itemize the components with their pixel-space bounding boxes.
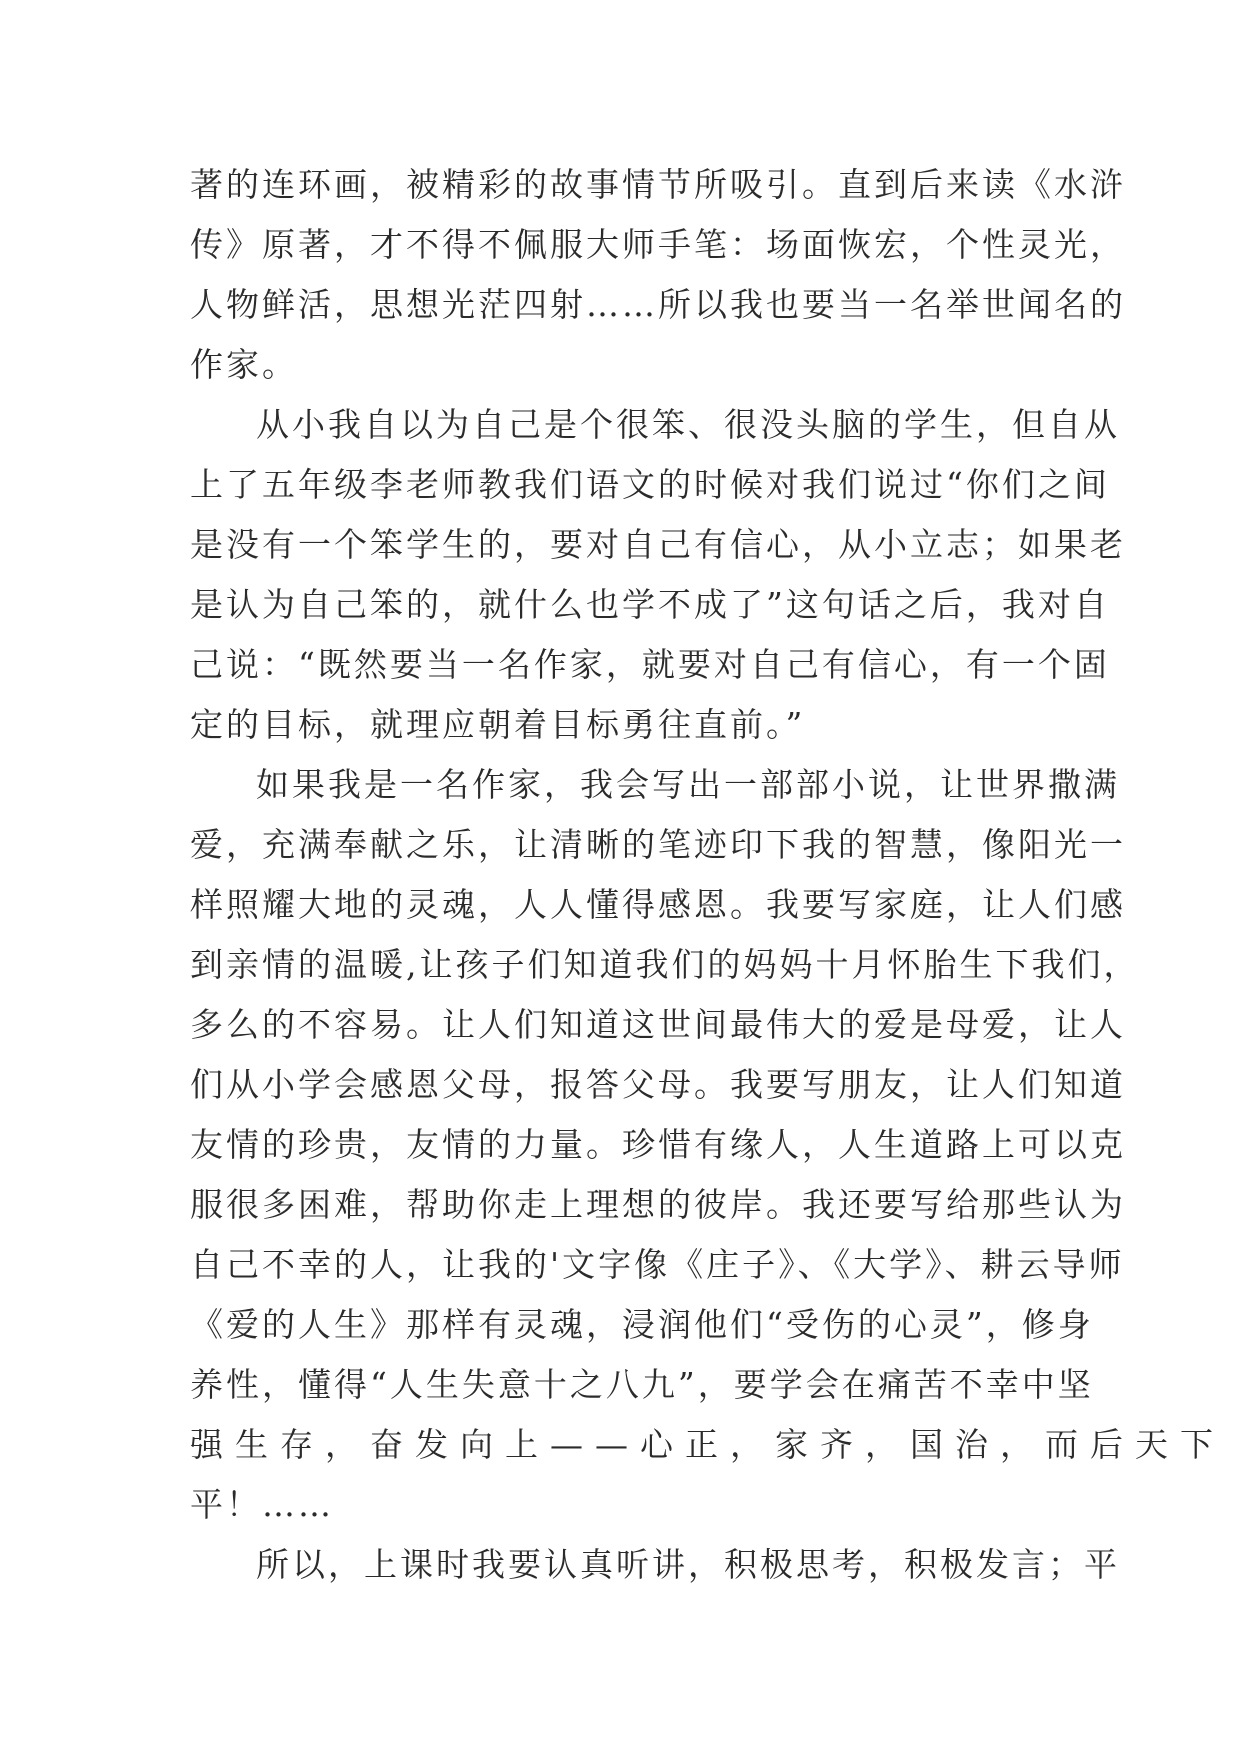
text-line: 是认为自己笨的，就什么也学不成了”这句话之后，我对自 bbox=[190, 585, 1110, 624]
text-line: 上了五年级李老师教我们语文的时候对我们说过“你们之间 bbox=[190, 465, 1110, 504]
text-line: 作家。 bbox=[190, 345, 298, 384]
text-line: 平！…… bbox=[190, 1485, 334, 1524]
text-line: 自己不幸的人，让我的'文字像《庄子》、《大学》、耕云导师 bbox=[190, 1245, 1125, 1284]
text-line: 友情的珍贵，友情的力量。珍惜有缘人，人生道路上可以克 bbox=[190, 1125, 1126, 1164]
text-line: 所以，上课时我要认真听讲，积极思考，积极发言；平 bbox=[256, 1545, 1120, 1584]
paragraph-2 bbox=[190, 395, 1126, 755]
text-line: 是没有一个笨学生的，要对自己有信心，从小立志；如果老 bbox=[190, 525, 1126, 564]
text-line: 人物鲜活，思想光茫四射……所以我也要当一名举世闻名的 bbox=[190, 285, 1126, 324]
text-line: 传》原著，才不得不佩服大师手笔：场面恢宏，个性灵光， bbox=[190, 225, 1126, 264]
paragraph-1 bbox=[190, 155, 1126, 395]
text-line: 己说：“既然要当一名作家，就要对自己有信心，有一个固 bbox=[190, 645, 1110, 684]
text-line: 多么的不容易。让人们知道这世间最伟大的爱是母爱，让人 bbox=[190, 1005, 1126, 1044]
text-line: 从小我自以为自己是个很笨、很没头脑的学生，但自从 bbox=[256, 405, 1120, 444]
text-line: 定的目标，就理应朝着目标勇往直前。” bbox=[190, 705, 806, 744]
text-line: 强生存，奋发向上——心正，家齐，国治，而后天下 bbox=[190, 1425, 1225, 1464]
text-line: 服很多困难，帮助你走上理想的彼岸。我还要写给那些认为 bbox=[190, 1185, 1126, 1224]
text-line: 们从小学会感恩父母，报答父母。我要写朋友，让人们知道 bbox=[190, 1065, 1126, 1104]
paragraph-4 bbox=[190, 1535, 1120, 1595]
text-line: 样照耀大地的灵魂，人人懂得感恩。我要写家庭，让人们感 bbox=[190, 885, 1126, 924]
text-line: 爱，充满奉献之乐，让清晰的笔迹印下我的智慧，像阳光一 bbox=[190, 825, 1126, 864]
text-line: 养性，懂得“人生失意十之八九”，要学会在痛苦不幸中坚 bbox=[190, 1365, 1094, 1404]
body-text bbox=[190, 155, 1225, 1595]
text-line: 《爱的人生》那样有灵魂，浸润他们“受伤的心灵”，修身 bbox=[190, 1305, 1094, 1344]
text-line: 著的连环画，被精彩的故事情节所吸引。直到后来读《水浒 bbox=[190, 165, 1126, 204]
text-line: 到亲情的温暖,让孩子们知道我们的妈妈十月怀胎生下我们， bbox=[190, 945, 1140, 984]
paragraph-3 bbox=[190, 755, 1225, 1535]
text-line: 如果我是一名作家，我会写出一部部小说，让世界撒满 bbox=[256, 765, 1120, 804]
